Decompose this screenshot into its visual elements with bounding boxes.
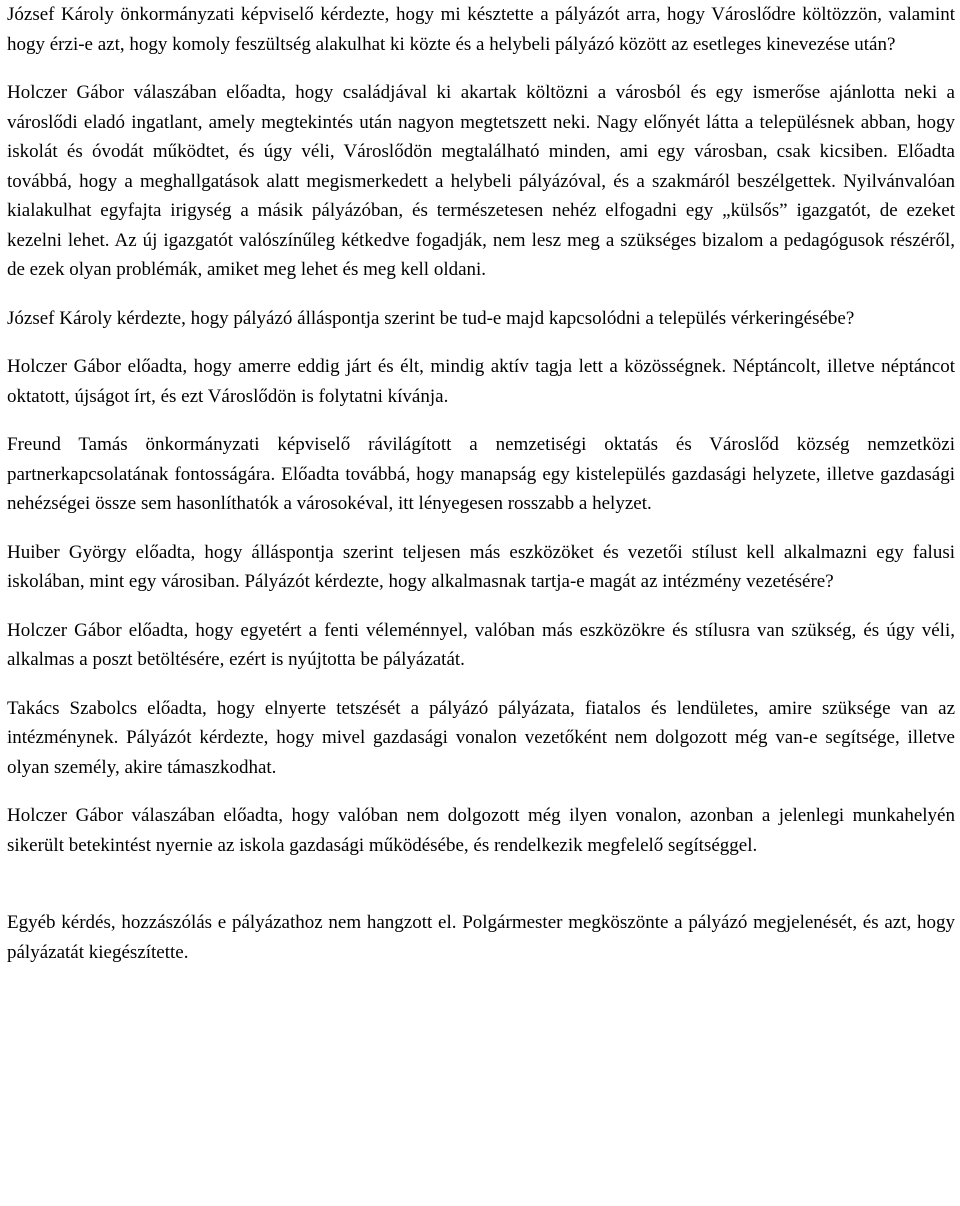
paragraph-freund-tamas: Freund Tamás önkormányzati képviselő rávilágított a nemzetiségi oktatás és Városlőd község nemzetközi partnerkapcsolatának fontosságára. Előadta továbbá, hogy manapság egy kistelepülés gazdasági helyzete, illetve gazdasági nehézségei össze sem hasonlíthatók a városokéval, itt lényegesen rosszabb a helyzet. bbox=[7, 434, 955, 514]
paragraph-holczer-answer-relocation: Holczer Gábor válaszában előadta, hogy családjával ki akartak költözni a városból és egy ismerőse ajánlotta neki a városlődi eladó ingatlant, amely megtekintés után nagyon megtetszett neki. Nagy előnyét látta a településnek abban, hogy iskolát és óvodát működtet, és úgy véli, Városlődön megtalálható minden, ami egy városban, csak kicsiben. Előadta továbbá, hogy a meghallgatások alatt megismerkedett a helybeli pályázóval, és a szakmáról beszélgettek. Nyilvánvalóan kialakulhat egyfajta irigység a másik pályázóban, és természetesen nehéz elfogadni egy „külsős” igazgatót, de ezeket kezelni lehet. Az új igazgatót valószínűleg kétkedve fogadják, nem lesz meg a szükséges bizalom a pedagógusok részéről, de ezek olyan problémák, amiket meg lehet és meg kell oldani. bbox=[7, 82, 955, 280]
document-body bbox=[7, 0, 955, 967]
paragraph-takacs-szabolcs: Takács Szabolcs előadta, hogy elnyerte tetszését a pályázó pályázata, fiatalos és lendületes, amire szüksége van az intézménynek. Pályázót kérdezte, hogy mivel gazdasági vonalon vezetőként nem dolgozott még van-e segítsége, illetve olyan személy, akire támaszkodhat. bbox=[7, 697, 955, 778]
paragraph-jozsef-karoly-integration-question: József Károly kérdezte, hogy pályázó álláspontja szerint be tud-e majd kapcsolódni a település vérkeringésébe? bbox=[7, 307, 855, 329]
paragraph-closing: Egyéb kérdés, hozzászólás e pályázathoz nem hangzott el. Polgármester megköszönte a pályázó megjelenését, és azt, hogy pályázatát kiegészítette. bbox=[7, 912, 955, 963]
paragraph-holczer-community: Holczer Gábor előadta, hogy amerre eddig járt és élt, mindig aktív tagja lett a közösségnek. Néptáncolt, illetve néptáncot oktatott, újságot írt, és ezt Városlődön is folytatni kívánja. bbox=[7, 356, 955, 407]
paragraph-holczer-agrees: Holczer Gábor előadta, hogy egyetért a fenti véleménnyel, valóban más eszközökre és stílusra van szükség, és úgy véli, alkalmas a poszt betöltésére, ezért is nyújtotta be pályázatát. bbox=[7, 619, 955, 670]
paragraph-jozsef-karoly-question: József Károly önkormányzati képviselő kérdezte, hogy mi késztette a pályázót arra, hogy Városlődre költözzön, valamint hogy érzi-e azt, hogy komoly feszültség alakulhat ki közte és a helybeli pályázó között az esetleges kinevezése után? bbox=[7, 4, 955, 55]
paragraph-holczer-economic: Holczer Gábor válaszában előadta, hogy valóban nem dolgozott még ilyen vonalon, azonban a jelenlegi munkahelyén sikerült betekintést nyernie az iskola gazdasági működésébe, és rendelkezik megfelelő segítséggel. bbox=[7, 805, 955, 856]
paragraph-huiber-gyorgy: Huiber György előadta, hogy álláspontja szerint teljesen más eszközöket és vezetői stílust kell alkalmazni egy falusi iskolában, mint egy városiban. Pályázót kérdezte, hogy alkalmasnak tartja-e magát az intézmény vezetésére? bbox=[7, 541, 955, 592]
